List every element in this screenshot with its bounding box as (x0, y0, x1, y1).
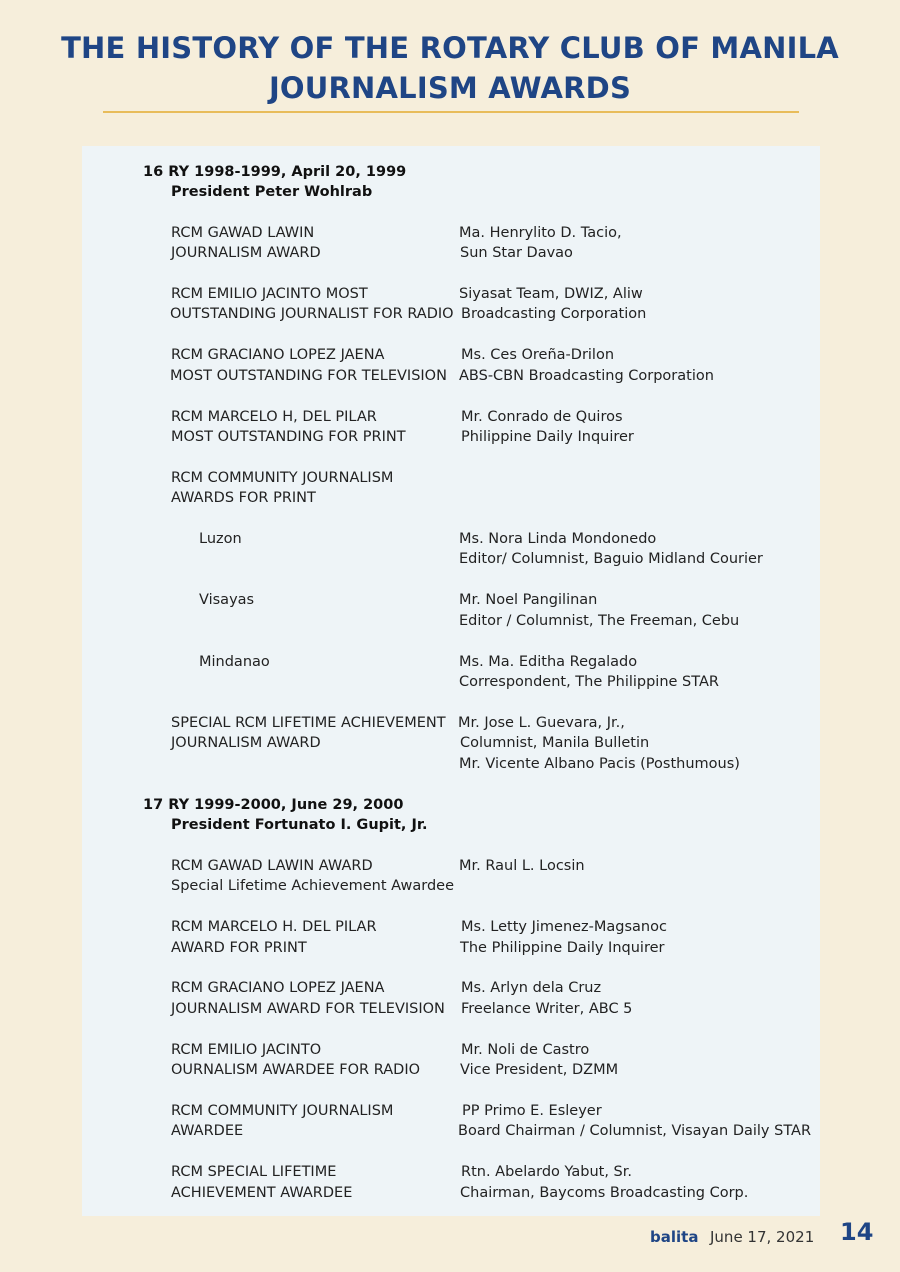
section-heading-line: 17 RY 1999-2000, June 29, 2000 (143, 797, 404, 813)
award-text-line: JOURNALISM AWARD FOR TELEVISION (171, 1001, 445, 1017)
award-text-line: Mr. Raul L. Locsin (459, 858, 585, 874)
award-text-line: Mindanao (199, 654, 270, 670)
award-text-line: Vice President, DZMM (460, 1062, 619, 1078)
award-text-line: RCM SPECIAL LIFETIME (171, 1164, 337, 1180)
award-text-line: RCM EMILIO JACINTO (171, 1042, 322, 1058)
award-text-line: Special Lifetime Achievement Awardee (171, 878, 454, 894)
award-text-line: AWARD FOR PRINT (171, 940, 307, 956)
award-text-line: ABS-CBN Broadcasting Corporation (459, 368, 714, 384)
page-title (0, 28, 900, 108)
award-text-line: SPECIAL RCM LIFETIME ACHIEVEMENT (171, 715, 446, 731)
award-text-line: RCM COMMUNITY JOURNALISM (171, 470, 394, 486)
award-text-line: MOST OUTSTANDING FOR PRINT (171, 429, 406, 445)
award-text-line: RCM GAWAD LAWIN (171, 225, 315, 241)
award-text-line: Ma. Henrylito D. Tacio, (459, 225, 622, 241)
award-text-line: Philippine Daily Inquirer (461, 429, 634, 445)
award-text-line: Columnist, Manila Bulletin (460, 735, 650, 751)
award-text-line: Mr. Conrado de Quiros (461, 409, 623, 425)
footer-brand: balita (650, 1228, 699, 1246)
award-text-line: Mr. Noel Pangilinan (459, 592, 598, 608)
award-text-line: The Philippine Daily Inquirer (460, 940, 665, 956)
award-text-line: Luzon (199, 531, 242, 547)
award-text-line: RCM GRACIANO LOPEZ JAENA (171, 980, 385, 996)
award-text-line: Editor/ Columnist, Baguio Midland Courier (459, 551, 763, 567)
title-line-2: JOURNALISM AWARDS (268, 71, 632, 105)
award-text-line: Mr. Jose L. Guevara, Jr., (458, 715, 625, 731)
award-text-line: AWARDS FOR PRINT (171, 490, 316, 506)
award-text-line: Mr. Noli de Castro (461, 1042, 590, 1058)
award-text-line: MOST OUTSTANDING FOR TELEVISION (170, 368, 447, 384)
award-text-line: ACHIEVEMENT AWARDEE (171, 1185, 353, 1201)
page-number: 14 (840, 1218, 874, 1246)
footer-date: June 17, 2021 (710, 1228, 815, 1246)
award-text-line: AWARDEE (171, 1123, 244, 1139)
award-text-line: RCM MARCELO H. DEL PILAR (171, 919, 377, 935)
award-text-line: Ms. Ces Oreña-Drilon (461, 347, 615, 363)
award-text-line: RCM EMILIO JACINTO MOST (171, 286, 368, 302)
section-heading-line: President Peter Wohlrab (171, 184, 373, 200)
section-heading-line: 16 RY 1998-1999, April 20, 1999 (143, 164, 407, 180)
award-text-line: Freelance Writer, ABC 5 (461, 1001, 633, 1017)
title-divider (103, 111, 799, 113)
award-text-line: Ms. Arlyn dela Cruz (461, 980, 602, 996)
award-text-line: Rtn. Abelardo Yabut, Sr. (461, 1164, 633, 1180)
award-text-line: RCM MARCELO H, DEL PILAR (171, 409, 377, 425)
award-text-line: Broadcasting Corporation (461, 306, 647, 322)
award-text-line: JOURNALISM AWARD (171, 245, 321, 261)
award-text-line: OURNALISM AWARDEE FOR RADIO (171, 1062, 421, 1078)
award-text-line: RCM GAWAD LAWIN AWARD (171, 858, 373, 874)
award-text-line: RCM GRACIANO LOPEZ JAENA (171, 347, 385, 363)
award-text-line: Visayas (199, 592, 255, 608)
award-text-line: Siyasat Team, DWIZ, Aliw (459, 286, 643, 302)
award-text-line: Mr. Vicente Albano Pacis (Posthumous) (459, 756, 740, 772)
title-line-1: THE HISTORY OF THE ROTARY CLUB OF MANILA (61, 31, 839, 65)
section-heading-line: President Fortunato I. Gupit, Jr. (171, 817, 428, 833)
award-text-line: Editor / Columnist, The Freeman, Cebu (459, 613, 740, 629)
award-text-line: RCM COMMUNITY JOURNALISM (171, 1103, 394, 1119)
award-text-line: JOURNALISM AWARD (171, 735, 321, 751)
award-text-line: Chairman, Baycoms Broadcasting Corp. (460, 1185, 749, 1201)
award-text-line: Ms. Letty Jimenez-Magsanoc (461, 919, 667, 935)
award-text-line: Ms. Ma. Editha Regalado (459, 654, 638, 670)
award-text-line: PP Primo E. Esleyer (462, 1103, 602, 1119)
award-text-line: Board Chairman / Columnist, Visayan Daily STAR (458, 1123, 812, 1139)
award-text-line: OUTSTANDING JOURNALIST FOR RADIO (170, 306, 454, 322)
award-text-line: Sun Star Davao (460, 245, 573, 261)
award-text-line: Correspondent, The Philippine STAR (459, 674, 719, 690)
award-text-line: Ms. Nora Linda Mondonedo (459, 531, 657, 547)
